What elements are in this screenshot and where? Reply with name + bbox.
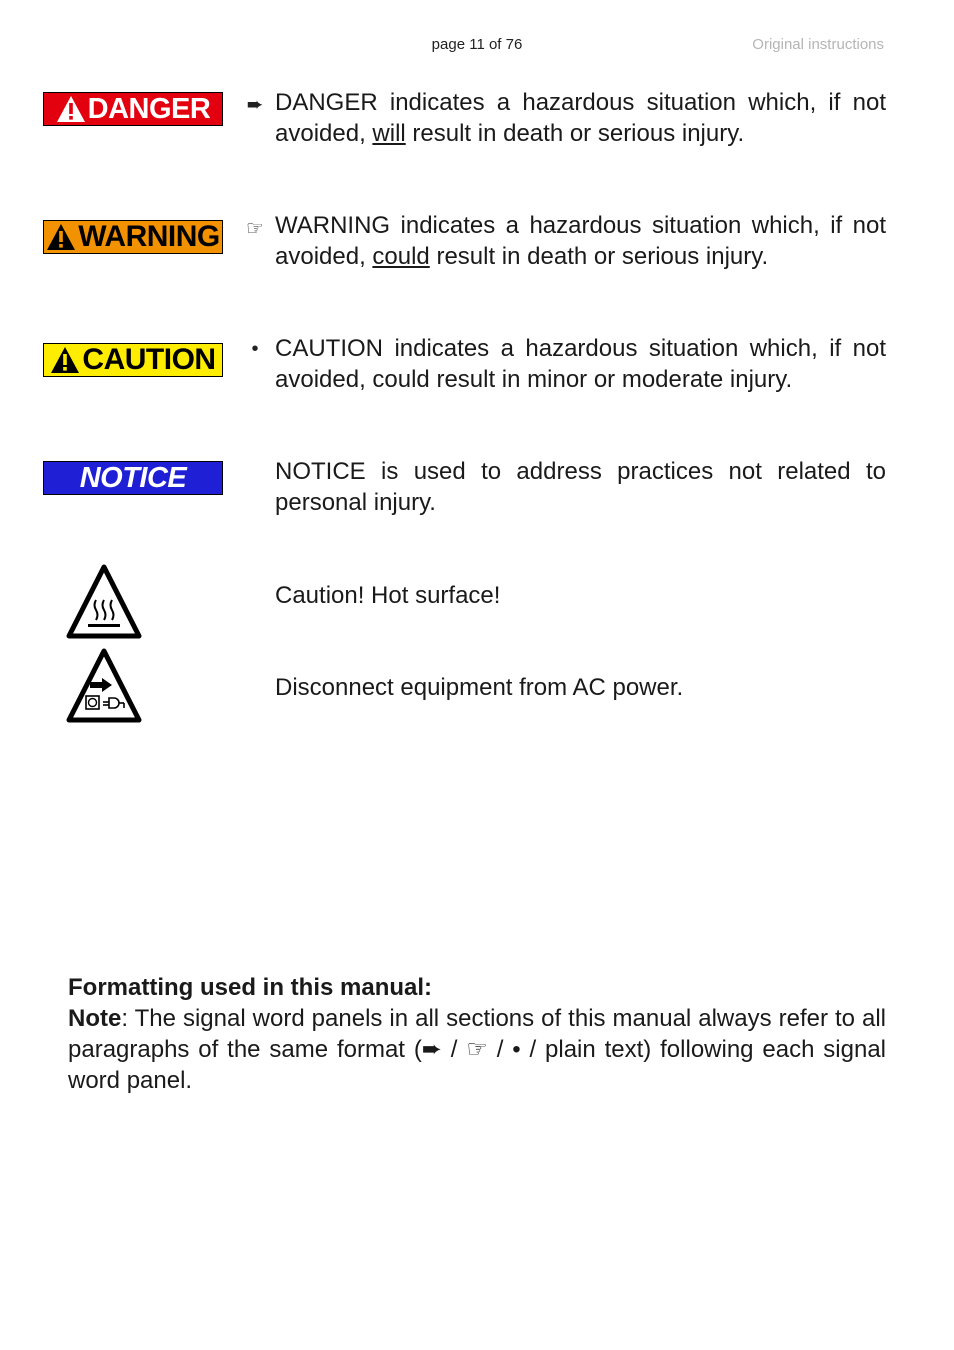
warning-text-start: WARNING indicates a hazardous situation which, if not avoided, [275,212,886,270]
caution-signal-panel [43,343,223,377]
hot-surface-text: Caution! Hot surface! [275,582,501,609]
warning-description [275,210,886,272]
caution-bullet: • [251,338,259,360]
notice-panel-label: NOTICE [79,461,187,494]
formatting-heading: Formatting used in this manual: [68,974,433,1001]
caution-panel-label: CAUTION [82,343,216,376]
danger-text-end: result in death or serious injury. [405,120,745,147]
warning-panel-label: WARNING [78,220,220,253]
caution-description: CAUTION indicates a hazardous situation which, if not avoided, could result in minor or moderate injury. [275,335,886,393]
warning-text-emphasis: could [372,243,430,270]
warning-signal-panel [43,220,223,254]
notice-signal-panel [43,461,223,495]
disconnect-text: Disconnect equipment from AC power. [275,674,684,701]
hot-surface-warning-icon [66,564,142,640]
danger-signal-panel [43,92,223,126]
formatting-note [68,1003,886,1096]
disconnect-power-warning-icon [66,648,142,724]
danger-text-start: DANGER indicates a hazardous situation which, if not avoided, [275,89,886,147]
danger-panel-label: DANGER [87,92,211,125]
warning-triangle-icon [46,223,76,251]
caution-triangle-icon [50,346,80,374]
warning-text-end: result in death or serious injury. [429,243,769,270]
note-text: : The signal word panels in all sections of this manual always refer to all paragraphs of the same format (➨ / ☞ / • / plain text) following each signal word panel. [68,1005,886,1094]
danger-description [275,87,886,149]
danger-triangle-icon [56,95,86,123]
formatting-section [68,972,886,1096]
danger-text-emphasis: will [372,120,406,147]
notice-description: NOTICE is used to address practices not related to personal injury. [275,458,886,516]
document-label: Original instructions [752,36,884,53]
danger-bullet: ➨ [246,94,264,116]
note-label: Note [68,1005,122,1032]
warning-bullet: ☞ [246,218,264,240]
page-number: page 11 of 76 [431,36,523,53]
